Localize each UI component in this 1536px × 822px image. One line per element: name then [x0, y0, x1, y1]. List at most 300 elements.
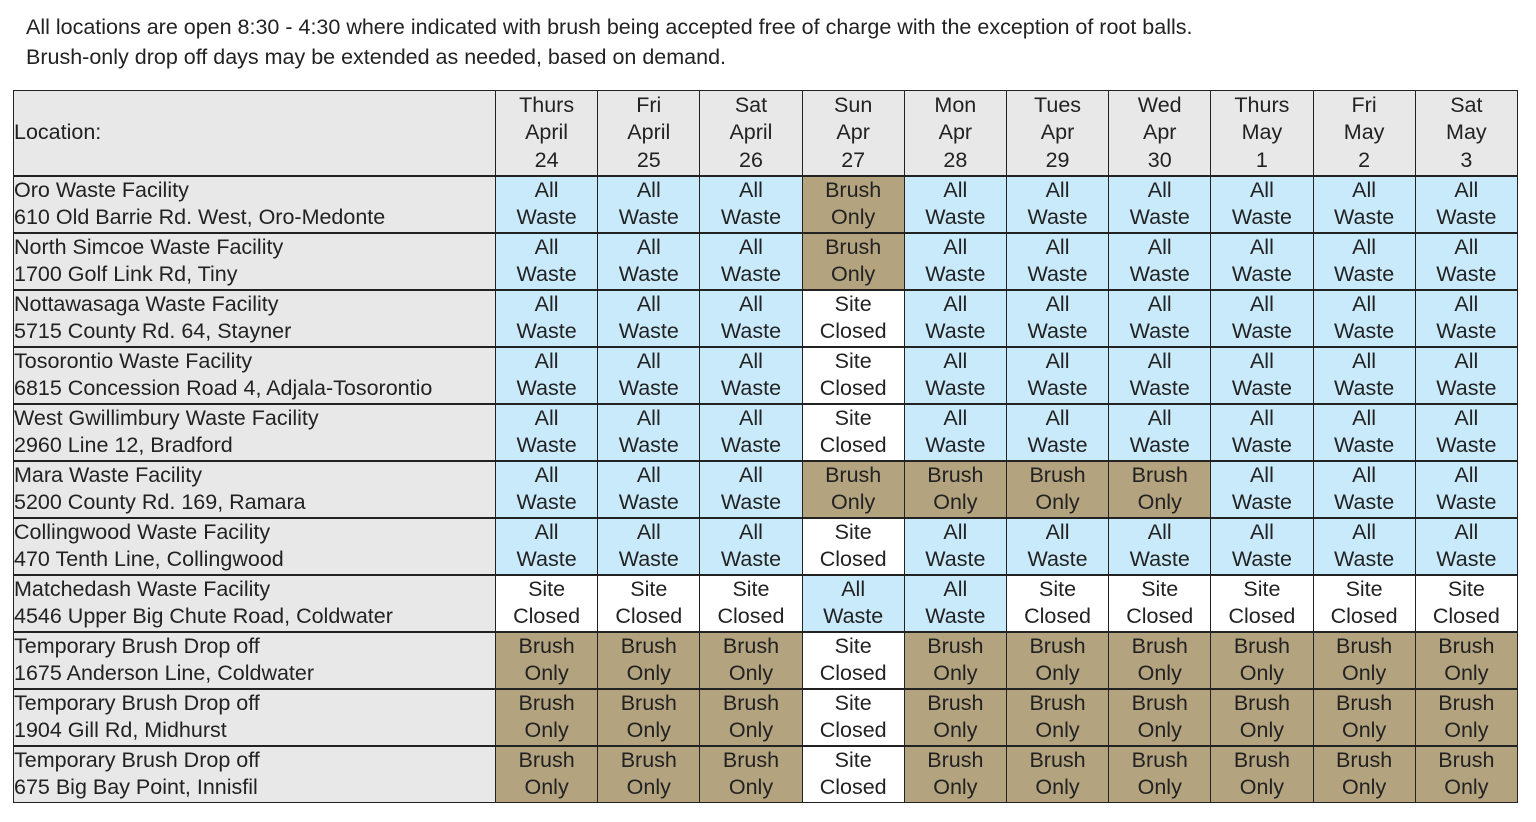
status-cell	[1415, 290, 1517, 347]
location-address: 6815 Concession Road 4, Adjala-Tosorontio	[14, 376, 433, 400]
status-label: All	[534, 177, 559, 202]
location-cell	[14, 176, 496, 233]
status-label: Only	[933, 775, 978, 800]
status-cell	[1006, 689, 1108, 746]
status-label: Waste	[1129, 319, 1190, 343]
status-cell	[1415, 518, 1517, 575]
status-label: All	[739, 291, 763, 316]
location-name: Temporary Brush Drop off	[14, 690, 260, 715]
status-label: Waste	[925, 319, 986, 343]
status-label: Only	[1035, 718, 1080, 742]
status-label: Waste	[1129, 547, 1190, 571]
status-label: Waste	[1027, 319, 1088, 343]
status-label: Waste	[1129, 262, 1190, 286]
status-label: Waste	[1436, 547, 1497, 571]
status-label: All	[1249, 462, 1274, 487]
status-label: Closed	[819, 718, 887, 742]
status-label: All	[636, 519, 661, 544]
status-label: Only	[728, 718, 774, 742]
status-cell	[1415, 233, 1517, 290]
status-label: Only	[1239, 661, 1285, 685]
status-label: Brush	[620, 633, 677, 658]
status-label: Only	[626, 775, 671, 800]
status-label: All	[534, 291, 559, 316]
status-cell	[1006, 575, 1108, 632]
day-header-month: Apr	[1040, 120, 1075, 144]
day-header-dow: Mon	[934, 92, 977, 117]
location-name: Mara Waste Facility	[14, 462, 202, 487]
table-row	[14, 518, 1518, 575]
location-cell	[14, 746, 496, 803]
status-label: All	[739, 519, 763, 544]
status-label: Waste	[516, 319, 577, 343]
day-header	[1109, 91, 1211, 176]
day-header-month: May	[1343, 120, 1385, 144]
day-header-dow: Tues	[1034, 92, 1082, 117]
status-cell	[904, 233, 1006, 290]
status-label: All	[636, 177, 661, 202]
location-address: 610 Old Barrie Rd. West, Oro-Medonte	[14, 205, 386, 229]
status-label: Waste	[1334, 319, 1395, 343]
status-label: Brush	[1438, 690, 1495, 715]
schedule-table	[13, 90, 1518, 803]
status-label: Site	[1141, 576, 1179, 601]
status-label: Site	[834, 291, 872, 316]
status-label: All	[1147, 519, 1172, 544]
status-cell	[802, 518, 904, 575]
status-label: Waste	[618, 547, 679, 571]
status-label: All	[636, 405, 661, 430]
location-name: Tosorontio Waste Facility	[14, 348, 253, 373]
status-label: Brush	[1131, 462, 1188, 487]
status-cell	[1211, 404, 1313, 461]
status-label: Brush	[1336, 690, 1393, 715]
location-address: 470 Tenth Line, Collingwood	[14, 547, 284, 571]
status-cell	[1313, 347, 1415, 404]
location-address: 2960 Line 12, Bradford	[14, 433, 233, 457]
status-label: Only	[1341, 718, 1387, 742]
status-label: Waste	[1436, 205, 1497, 229]
status-cell	[598, 176, 700, 233]
status-label: Waste	[925, 433, 986, 457]
status-cell	[1006, 290, 1108, 347]
status-cell	[598, 746, 700, 803]
day-header-date: 2	[1358, 147, 1371, 172]
status-cell	[496, 689, 598, 746]
status-cell	[1415, 632, 1517, 689]
status-label: Brush	[927, 690, 984, 715]
status-label: Brush	[1233, 633, 1290, 658]
status-label: Waste	[1334, 262, 1395, 286]
status-cell	[1211, 347, 1313, 404]
status-cell	[1109, 689, 1211, 746]
status-label: Waste	[1129, 205, 1190, 229]
status-cell	[1211, 233, 1313, 290]
day-header	[802, 91, 904, 176]
status-label: Site	[1243, 576, 1281, 601]
day-header-date: 28	[943, 147, 968, 172]
status-cell	[700, 233, 802, 290]
status-cell	[802, 461, 904, 518]
status-cell	[598, 632, 700, 689]
status-cell	[1211, 461, 1313, 518]
status-label: All	[1045, 405, 1070, 430]
table-body	[14, 176, 1518, 803]
status-cell	[1415, 461, 1517, 518]
status-label: Closed	[1228, 604, 1296, 628]
status-label: Site	[834, 348, 872, 373]
status-label: Site	[834, 519, 872, 544]
table-row	[14, 176, 1518, 233]
location-address: 1904 Gill Rd, Midhurst	[14, 718, 227, 742]
status-label: All	[534, 348, 559, 373]
status-label: Brush	[1029, 462, 1086, 487]
status-cell	[904, 347, 1006, 404]
status-cell	[904, 404, 1006, 461]
location-name: Temporary Brush Drop off	[14, 633, 260, 658]
status-label: Site	[834, 747, 872, 772]
status-label: Site	[834, 633, 872, 658]
status-cell	[598, 518, 700, 575]
status-label: Waste	[618, 205, 679, 229]
status-label: Waste	[1027, 205, 1088, 229]
status-cell	[1415, 347, 1517, 404]
status-label: Brush	[1233, 747, 1290, 772]
status-label: All	[1045, 234, 1070, 259]
status-label: Waste	[720, 262, 782, 286]
location-name: Temporary Brush Drop off	[14, 747, 260, 772]
day-header-dow: Fri	[636, 92, 662, 117]
status-label: Brush	[825, 177, 882, 202]
status-cell	[700, 290, 802, 347]
status-label: Waste	[720, 376, 782, 400]
status-label: Site	[630, 576, 668, 601]
status-cell	[1313, 518, 1415, 575]
status-cell	[904, 575, 1006, 632]
day-header-month: April	[525, 120, 569, 144]
status-label: Brush	[1131, 747, 1188, 772]
status-cell	[1313, 461, 1415, 518]
status-label: All	[1454, 348, 1479, 373]
status-label: Only	[1137, 775, 1182, 800]
status-label: Waste	[1231, 319, 1292, 343]
status-cell	[904, 518, 1006, 575]
status-label: Site	[732, 576, 770, 601]
location-name: Nottawasaga Waste Facility	[14, 291, 279, 316]
status-cell	[802, 746, 904, 803]
status-label: All	[1352, 177, 1377, 202]
status-label: Waste	[925, 547, 986, 571]
table-row	[14, 290, 1518, 347]
location-cell	[14, 575, 496, 632]
status-label: Brush	[1131, 690, 1188, 715]
status-label: Brush	[1336, 633, 1393, 658]
table-row	[14, 404, 1518, 461]
status-label: All	[1249, 519, 1274, 544]
location-header: Location:	[14, 91, 496, 176]
location-cell	[14, 290, 496, 347]
status-label: Waste	[516, 376, 577, 400]
status-label: Waste	[1334, 205, 1395, 229]
status-cell	[1313, 632, 1415, 689]
status-label: Waste	[1436, 433, 1497, 457]
status-cell	[1109, 575, 1211, 632]
status-cell	[496, 404, 598, 461]
status-label: Site	[1345, 576, 1383, 601]
status-cell	[1211, 632, 1313, 689]
status-label: Waste	[516, 433, 577, 457]
status-label: All	[1352, 234, 1377, 259]
status-cell	[1006, 746, 1108, 803]
status-cell	[496, 746, 598, 803]
status-label: Waste	[1334, 547, 1395, 571]
status-cell	[1006, 461, 1108, 518]
status-cell	[1211, 689, 1313, 746]
status-label: All	[1454, 405, 1479, 430]
status-cell	[1006, 404, 1108, 461]
status-label: All	[1454, 234, 1479, 259]
status-label: Only	[831, 205, 876, 229]
status-label: All	[1147, 405, 1172, 430]
status-cell	[598, 233, 700, 290]
status-cell	[904, 746, 1006, 803]
status-cell	[496, 632, 598, 689]
status-cell	[496, 518, 598, 575]
status-label: All	[1045, 348, 1070, 373]
status-label: Waste	[1129, 433, 1190, 457]
status-label: Closed	[819, 433, 887, 457]
status-cell	[1415, 404, 1517, 461]
status-label: Brush	[1029, 747, 1086, 772]
status-cell	[802, 233, 904, 290]
status-label: All	[636, 291, 661, 316]
status-cell	[700, 347, 802, 404]
status-label: All	[1352, 291, 1377, 316]
status-label: All	[1249, 405, 1274, 430]
status-label: Site	[1447, 576, 1485, 601]
status-label: Brush	[1336, 747, 1393, 772]
status-cell	[1415, 575, 1517, 632]
status-label: Closed	[819, 775, 887, 800]
status-label: Closed	[717, 604, 785, 628]
status-cell	[1313, 404, 1415, 461]
status-cell	[802, 404, 904, 461]
status-label: Brush	[1438, 747, 1495, 772]
status-label: Waste	[720, 490, 782, 514]
status-label: All	[1045, 291, 1070, 316]
status-cell	[700, 575, 802, 632]
status-cell	[1415, 176, 1517, 233]
status-label: Waste	[618, 319, 679, 343]
day-header-month: April	[627, 120, 671, 144]
status-label: All	[1147, 291, 1172, 316]
status-label: Brush	[722, 747, 780, 772]
status-label: Brush	[825, 234, 882, 259]
status-cell	[700, 746, 802, 803]
status-label: Waste	[618, 262, 679, 286]
status-label: Only	[1444, 775, 1489, 800]
day-header-dow: Thurs	[519, 92, 575, 117]
status-label: All	[943, 519, 968, 544]
status-label: Waste	[823, 604, 884, 628]
status-label: Only	[728, 661, 774, 685]
status-cell	[700, 461, 802, 518]
status-cell	[700, 689, 802, 746]
day-header-month: April	[729, 120, 773, 144]
status-label: Only	[626, 661, 671, 685]
status-label: Brush	[927, 633, 984, 658]
status-label: Waste	[1231, 433, 1292, 457]
status-label: All	[534, 234, 559, 259]
status-label: Waste	[1334, 433, 1395, 457]
location-cell	[14, 689, 496, 746]
status-label: Only	[933, 718, 978, 742]
status-cell	[1313, 575, 1415, 632]
status-cell	[802, 575, 904, 632]
day-header-month: May	[1446, 120, 1487, 144]
status-label: Waste	[1027, 433, 1088, 457]
location-name: North Simcoe Waste Facility	[14, 234, 284, 259]
header-row	[14, 91, 1518, 176]
status-cell	[496, 176, 598, 233]
status-label: All	[1249, 291, 1274, 316]
status-label: Waste	[1027, 262, 1088, 286]
status-label: Brush	[620, 690, 677, 715]
day-header-date: 26	[739, 147, 763, 172]
status-label: All	[636, 462, 661, 487]
status-label: Only	[1137, 490, 1182, 514]
day-header-date: 3	[1460, 147, 1473, 172]
notes	[26, 12, 1193, 72]
status-label: Waste	[720, 547, 782, 571]
table-row	[14, 347, 1518, 404]
day-header-month: May	[1241, 120, 1283, 144]
status-cell	[1313, 176, 1415, 233]
status-label: All	[534, 462, 559, 487]
status-label: Waste	[720, 433, 782, 457]
status-cell	[1211, 746, 1313, 803]
status-cell	[1006, 518, 1108, 575]
status-label: Closed	[513, 604, 581, 628]
status-cell	[1313, 290, 1415, 347]
status-cell	[700, 176, 802, 233]
day-header-month: Apr	[938, 120, 973, 144]
status-label: Brush	[927, 462, 984, 487]
day-header-date: 27	[841, 147, 866, 172]
status-label: All	[1352, 348, 1377, 373]
status-label: Only	[524, 718, 569, 742]
status-label: All	[1147, 177, 1172, 202]
status-label: Waste	[1231, 376, 1292, 400]
day-header-date: 30	[1147, 147, 1172, 172]
status-label: All	[1045, 519, 1070, 544]
status-label: Waste	[1334, 376, 1395, 400]
status-cell	[1415, 746, 1517, 803]
day-header-dow: Fri	[1351, 92, 1377, 117]
day-header-date: 1	[1255, 147, 1268, 172]
status-cell	[904, 689, 1006, 746]
status-label: Closed	[1330, 604, 1398, 628]
status-cell	[1415, 689, 1517, 746]
status-label: Waste	[516, 490, 577, 514]
status-label: Closed	[1126, 604, 1194, 628]
status-label: All	[1454, 177, 1479, 202]
note-line-1: All locations are open 8:30 - 4:30 where indicated with brush being accepted free of charge with the exception of root balls.	[26, 15, 1193, 39]
status-label: All	[943, 177, 968, 202]
status-cell	[904, 461, 1006, 518]
status-label: All	[1352, 462, 1377, 487]
status-label: All	[1454, 462, 1479, 487]
status-cell	[1006, 233, 1108, 290]
status-label: Closed	[1432, 604, 1500, 628]
day-header-month: Apr	[1142, 120, 1177, 144]
status-cell	[496, 233, 598, 290]
status-cell	[1211, 176, 1313, 233]
status-label: Only	[933, 661, 978, 685]
status-label: Brush	[722, 633, 780, 658]
status-label: Only	[1137, 718, 1182, 742]
location-name: Oro Waste Facility	[14, 177, 189, 202]
location-name: West Gwillimbury Waste Facility	[14, 405, 319, 430]
status-cell	[1211, 575, 1313, 632]
status-label: Waste	[1436, 490, 1497, 514]
status-label: All	[841, 576, 866, 601]
status-label: All	[739, 348, 763, 373]
day-header	[700, 91, 802, 176]
status-label: All	[1147, 234, 1172, 259]
status-label: Waste	[1436, 319, 1497, 343]
status-label: All	[534, 405, 559, 430]
location-cell	[14, 404, 496, 461]
status-cell	[700, 632, 802, 689]
status-label: Only	[933, 490, 978, 514]
status-cell	[496, 290, 598, 347]
status-cell	[598, 404, 700, 461]
status-cell	[598, 290, 700, 347]
status-cell	[1313, 233, 1415, 290]
status-cell	[904, 632, 1006, 689]
day-header-date: 25	[636, 147, 661, 172]
status-label: Waste	[925, 604, 986, 628]
status-label: Only	[1035, 490, 1080, 514]
status-label: All	[1249, 234, 1274, 259]
status-label: Waste	[1231, 547, 1292, 571]
note-line-2: Brush-only drop off days may be extended as needed, based on demand.	[26, 45, 727, 69]
status-label: All	[1352, 405, 1377, 430]
status-label: All	[1454, 291, 1479, 316]
status-label: Closed	[819, 661, 887, 685]
status-cell	[1109, 347, 1211, 404]
day-header-month: Apr	[836, 120, 870, 144]
status-label: Waste	[925, 205, 986, 229]
status-cell	[904, 176, 1006, 233]
status-label: Site	[1039, 576, 1077, 601]
status-label: Closed	[819, 376, 887, 400]
status-label: Only	[1239, 718, 1285, 742]
status-cell	[802, 632, 904, 689]
status-label: All	[943, 576, 968, 601]
status-label: Only	[1341, 775, 1387, 800]
status-cell	[496, 461, 598, 518]
status-label: Brush	[1131, 633, 1188, 658]
day-header-date: 24	[534, 147, 559, 172]
status-cell	[1006, 347, 1108, 404]
day-header	[1211, 91, 1313, 176]
status-cell	[598, 575, 700, 632]
location-name: Collingwood Waste Facility	[14, 519, 271, 544]
day-header-dow: Thurs	[1234, 92, 1290, 117]
status-cell	[1211, 290, 1313, 347]
